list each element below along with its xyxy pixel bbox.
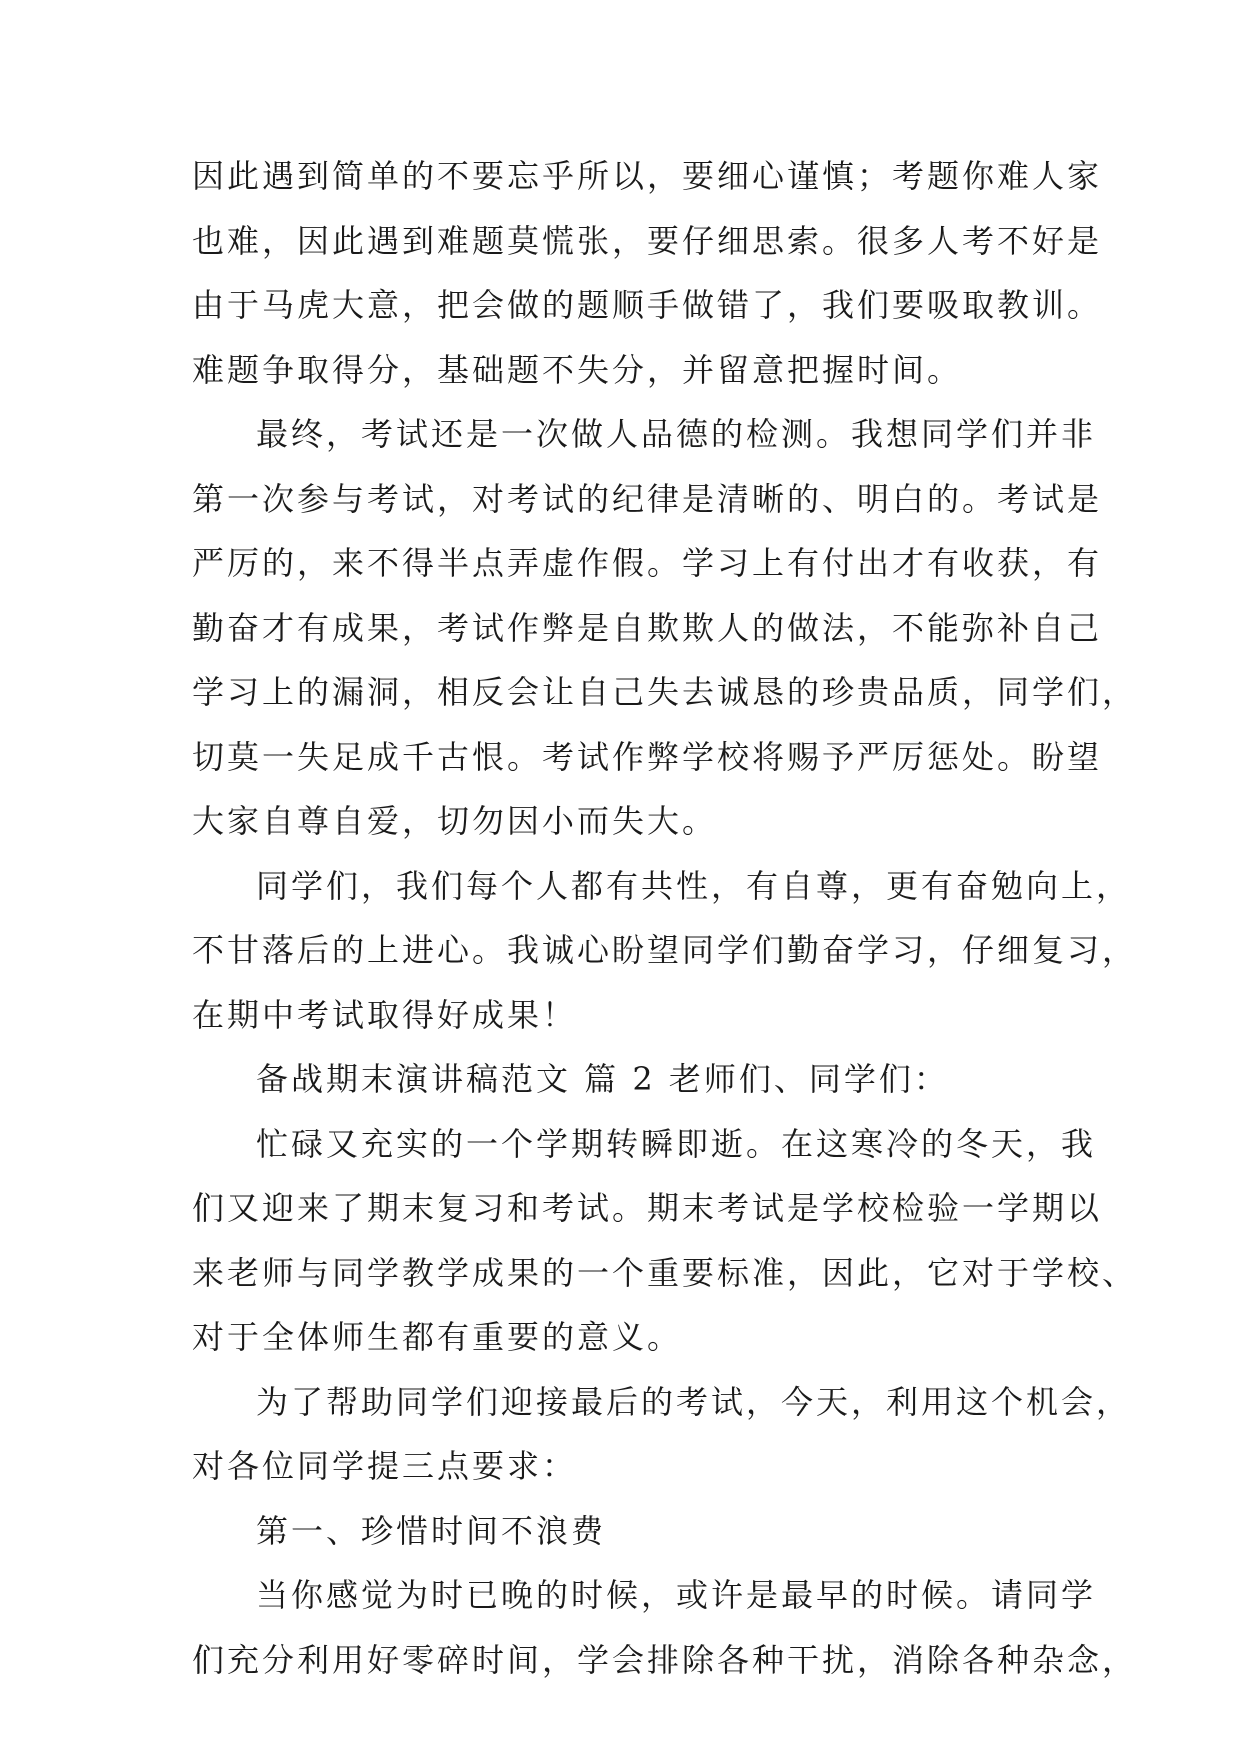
text-line: 学习上的漏洞，相反会让自己失去诚恳的珍贵品质，同学们， (192, 673, 1138, 711)
text-line: 严厉的，来不得半点弄虚作假。学习上有付出才有收获，有 (192, 544, 1103, 582)
text-line: 对各位同学提三点要求： (192, 1447, 578, 1485)
text-line: 同学们，我们每个人都有共性，有自尊，更有奋勉向上， (256, 866, 1132, 905)
text-line: 因此遇到简单的不要忘乎所以，要细心谨慎；考题你难人家 (192, 157, 1103, 195)
text-line: 切莫一失足成千古恨。考试作弊学校将赐予严厉惩处。盼望 (192, 737, 1103, 776)
text-line: 们充分利用好零碎时间，学会排除各种干扰，消除各种杂念， (192, 1640, 1138, 1679)
text-line: 第一次参与考试，对考试的纪律是清晰的、明白的。考试是 (192, 479, 1103, 518)
text-line: 第一、珍惜时间不浪费 (256, 1511, 607, 1550)
text-line: 忙碌又充实的一个学期转瞬即逝。在这寒冷的冬天，我 (256, 1124, 1097, 1163)
text-line: 大家自尊自爱，切勿因小而失大。 (192, 802, 718, 840)
text-line: 不甘落后的上进心。我诚心盼望同学们勤奋学习，仔细复习， (192, 931, 1138, 969)
text-line: 勤奋才有成果，考试作弊是自欺欺人的做法，不能弥补自己 (192, 608, 1103, 647)
text-line: 当你感觉为时已晚的时候，或许是最早的时候。请同学 (256, 1576, 1097, 1614)
text-line: 在期中考试取得好成果！ (192, 995, 578, 1034)
document-body (192, 144, 1138, 1692)
text-line: 来老师与同学教学成果的一个重要标准，因此，它对于学校、 (192, 1253, 1138, 1292)
text-line: 也难，因此遇到难题莫慌张，要仔细思索。很多人考不好是 (192, 221, 1103, 260)
text-line: 最终，考试还是一次做人品德的检测。我想同学们并非 (256, 415, 1097, 453)
text-line: 难题争取得分，基础题不失分，并留意把握时间。 (192, 350, 963, 389)
text-line: 为了帮助同学们迎接最后的考试，今天，利用这个机会， (256, 1382, 1132, 1421)
text-line: 们又迎来了期末复习和考试。期末考试是学校检验一学期以 (192, 1189, 1103, 1227)
text-line: 对于全体师生都有重要的意义。 (192, 1318, 683, 1356)
text-line: 备战期末演讲稿范文 篇 2 老师们、同学们： (256, 1060, 949, 1098)
text-line: 由于马虎大意，把会做的题顺手做错了，我们要吸取教训。 (192, 286, 1103, 324)
